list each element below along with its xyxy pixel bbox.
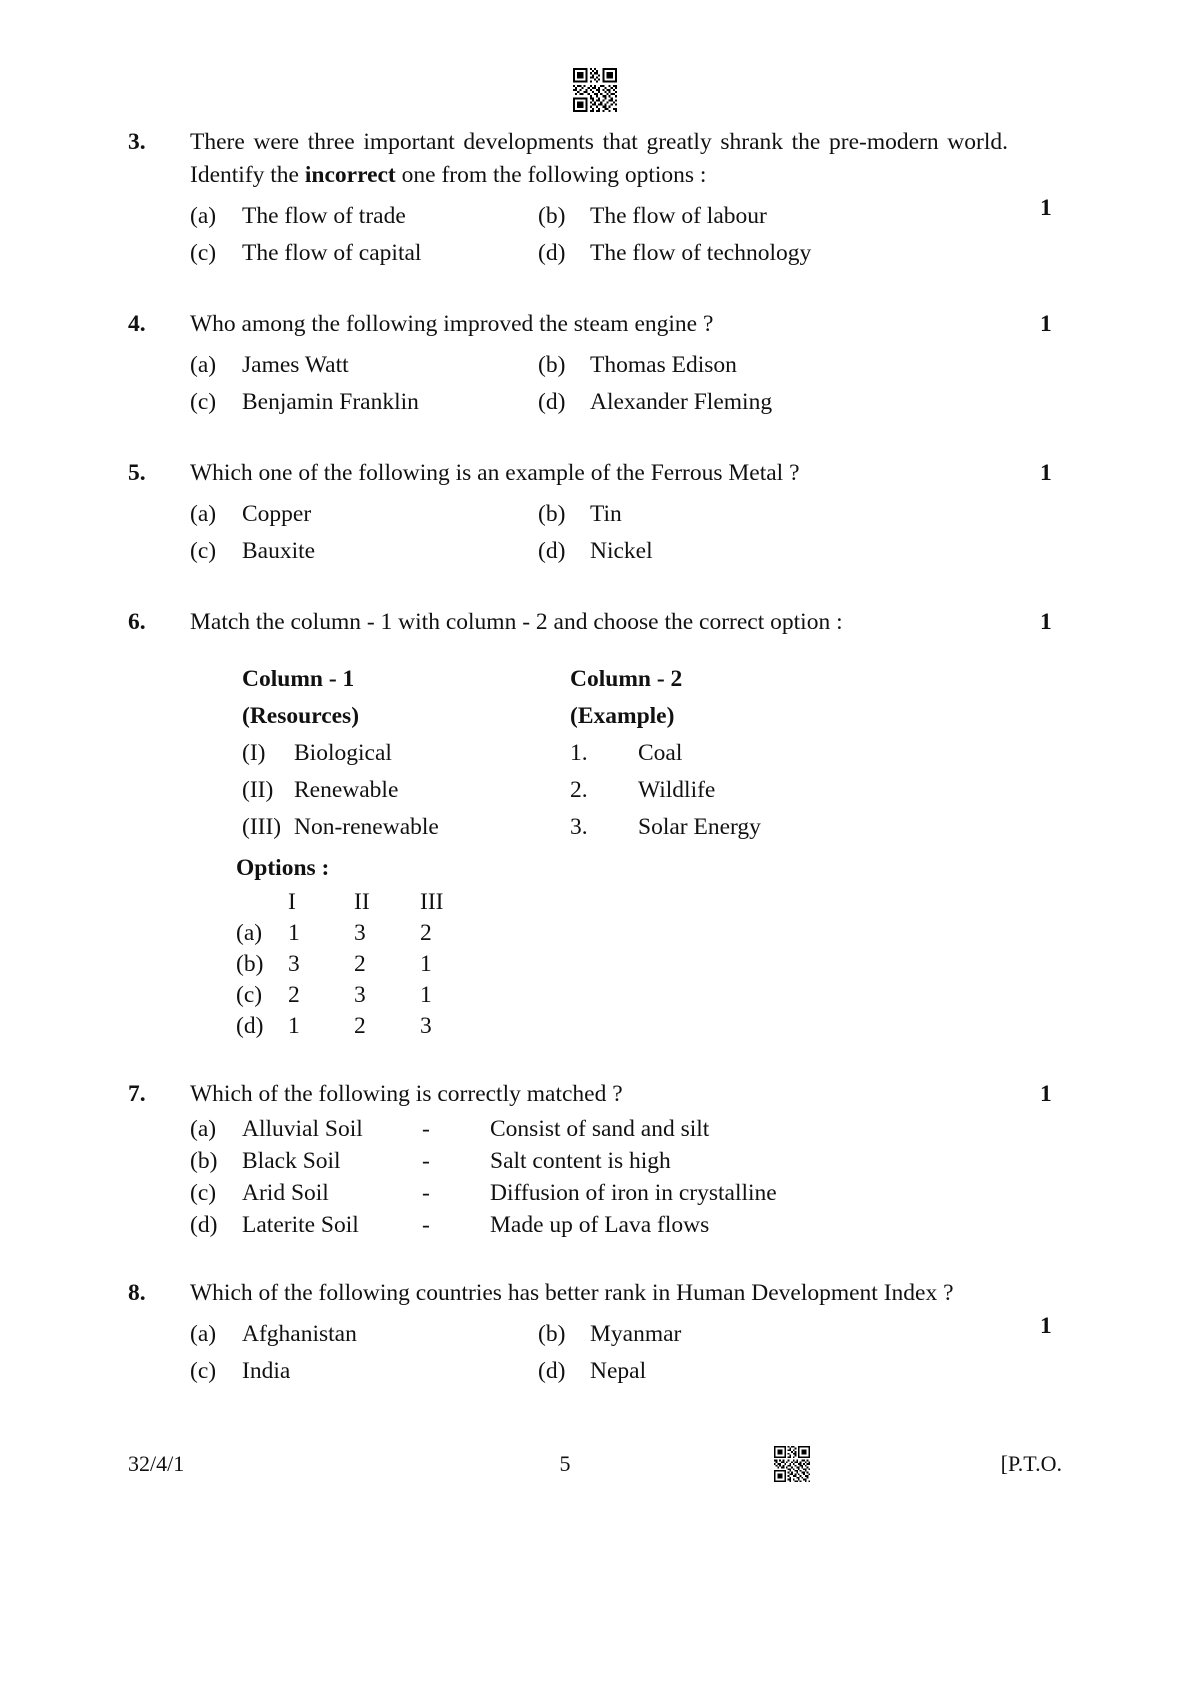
option-label: (b) bbox=[190, 1148, 218, 1174]
option-c[interactable] bbox=[190, 1353, 538, 1390]
option-label: (c) bbox=[190, 1180, 217, 1206]
column-2-subtitle: (Example) bbox=[570, 703, 675, 729]
page-footer bbox=[128, 1446, 1062, 1482]
option-value-i: 1 bbox=[288, 920, 300, 946]
option-b[interactable] bbox=[538, 347, 1008, 384]
match-resource: Renewable bbox=[294, 777, 399, 803]
option-label: (a) bbox=[190, 1116, 217, 1142]
questions-container bbox=[128, 126, 1052, 1396]
option-row bbox=[190, 533, 1008, 570]
spacer bbox=[128, 1048, 1008, 1078]
option-text: Nickel bbox=[590, 538, 653, 564]
match-number: 1. bbox=[570, 740, 588, 766]
option-d[interactable] bbox=[538, 1353, 1008, 1390]
option-c[interactable] bbox=[190, 1177, 1008, 1209]
option-b[interactable] bbox=[190, 1145, 1008, 1177]
option-label: (d) bbox=[538, 240, 566, 266]
option-text: The flow of capital bbox=[242, 240, 422, 266]
top-qr-container bbox=[0, 68, 1190, 112]
column-1-title: Column - 1 bbox=[242, 666, 355, 692]
question-7 bbox=[128, 1078, 1052, 1241]
option-label: (c) bbox=[190, 1358, 217, 1384]
option-text: Nepal bbox=[590, 1358, 647, 1384]
match-resource: Biological bbox=[294, 740, 392, 766]
footer-qr-container bbox=[702, 1446, 882, 1482]
option-b[interactable] bbox=[538, 198, 1008, 235]
options-label: Options : bbox=[236, 855, 330, 881]
option-text: Copper bbox=[242, 501, 312, 527]
option-value-i: 3 bbox=[288, 951, 300, 977]
match-example: Wildlife bbox=[638, 777, 716, 803]
option-c[interactable] bbox=[190, 384, 538, 421]
option-value-i: 2 bbox=[288, 982, 300, 1008]
options-grid-header bbox=[236, 887, 1008, 918]
question-text-after: one from the following options : bbox=[395, 162, 707, 188]
option-label: (b) bbox=[538, 203, 566, 229]
match-options-grid bbox=[236, 887, 1008, 1042]
grid-corner bbox=[236, 887, 288, 918]
option-label: (d) bbox=[190, 1212, 218, 1238]
option-value-iii: 1 bbox=[420, 951, 432, 977]
option-left-term: Arid Soil bbox=[242, 1180, 329, 1206]
marks-value: 1 bbox=[1040, 460, 1052, 486]
marks-value: 1 bbox=[1040, 1313, 1052, 1339]
option-right-term: Made up of Lava flows bbox=[490, 1212, 710, 1238]
question-text: Who among the following improved the steam engine ? bbox=[190, 311, 714, 337]
spacer bbox=[128, 1247, 1008, 1277]
match-roman: (III) bbox=[242, 814, 282, 840]
question-5 bbox=[128, 457, 1052, 570]
option-value-ii: 3 bbox=[354, 920, 366, 946]
option-label: (d) bbox=[236, 1013, 264, 1039]
marks-value: 1 bbox=[1040, 1081, 1052, 1107]
option-text: The flow of trade bbox=[242, 203, 406, 229]
match-roman: (I) bbox=[242, 740, 266, 766]
match-header-row bbox=[242, 661, 1008, 698]
option-label: (c) bbox=[190, 389, 217, 415]
option-c[interactable] bbox=[190, 235, 538, 272]
options-list bbox=[190, 198, 1008, 272]
option-value-ii: 2 bbox=[354, 1013, 366, 1039]
option-left-term: Black Soil bbox=[242, 1148, 341, 1174]
option-text: Bauxite bbox=[242, 538, 316, 564]
option-right-term: Salt content is high bbox=[490, 1148, 671, 1174]
question-number: 6. bbox=[128, 609, 146, 635]
marks-value: 1 bbox=[1040, 311, 1052, 337]
option-c[interactable] bbox=[190, 533, 538, 570]
question-text: Which one of the following is an example of the Ferrous Metal ? bbox=[190, 460, 800, 486]
option-dash: - bbox=[422, 1116, 430, 1142]
question-8 bbox=[128, 1277, 1052, 1390]
question-text: Match the column - 1 with column - 2 and choose the correct option : bbox=[190, 609, 843, 635]
option-text: Afghanistan bbox=[242, 1321, 357, 1347]
option-b[interactable] bbox=[538, 496, 1008, 533]
option-d[interactable] bbox=[190, 1209, 1008, 1241]
question-6 bbox=[128, 606, 1052, 1042]
grid-header-iii: III bbox=[420, 889, 444, 915]
question-4 bbox=[128, 308, 1052, 421]
option-label: (a) bbox=[236, 920, 263, 946]
option-b[interactable] bbox=[236, 949, 1008, 980]
options-list bbox=[190, 347, 1008, 421]
paper-code: 32/4/1 bbox=[128, 1451, 185, 1476]
question-text: Which of the following is correctly matched ? bbox=[190, 1081, 623, 1107]
option-label: (b) bbox=[538, 1321, 566, 1347]
option-left-term: Laterite Soil bbox=[242, 1212, 359, 1238]
option-text: Alexander Fleming bbox=[590, 389, 773, 415]
option-dash: - bbox=[422, 1148, 430, 1174]
option-row bbox=[190, 1353, 1008, 1390]
option-text: India bbox=[242, 1358, 291, 1384]
column-2-title: Column - 2 bbox=[570, 666, 683, 692]
options-list bbox=[190, 1316, 1008, 1390]
match-row bbox=[242, 772, 1008, 809]
option-a[interactable] bbox=[190, 1316, 538, 1353]
option-row bbox=[190, 347, 1008, 384]
match-number: 3. bbox=[570, 814, 588, 840]
option-row bbox=[190, 235, 1008, 272]
spacer bbox=[128, 576, 1008, 606]
option-label: (c) bbox=[190, 538, 217, 564]
match-example: Coal bbox=[638, 740, 683, 766]
question-text: Which of the following countries has better rank in Human Development Index ? bbox=[190, 1280, 954, 1306]
grid-header-i: I bbox=[288, 889, 296, 915]
question-number: 5. bbox=[128, 460, 146, 486]
option-text: Tin bbox=[590, 501, 622, 527]
page-number: 5 bbox=[559, 1451, 571, 1476]
option-label: (a) bbox=[190, 352, 217, 378]
option-label: (b) bbox=[236, 951, 264, 977]
question-number: 7. bbox=[128, 1081, 146, 1107]
option-text: Myanmar bbox=[590, 1321, 682, 1347]
option-d[interactable] bbox=[236, 1011, 1008, 1042]
option-row bbox=[190, 384, 1008, 421]
option-text: Benjamin Franklin bbox=[242, 389, 419, 415]
option-text: James Watt bbox=[242, 352, 349, 378]
column-1-subtitle: (Resources) bbox=[242, 703, 360, 729]
pto-label: [P.T.O. bbox=[1000, 1451, 1062, 1476]
question-text-before: There were three important developments that greatly shrank the pre-modern world. Identify the bbox=[190, 129, 1008, 188]
option-b[interactable] bbox=[538, 1316, 1008, 1353]
grid-header-ii: II bbox=[354, 889, 370, 915]
option-left-term: Alluvial Soil bbox=[242, 1116, 363, 1142]
option-d[interactable] bbox=[538, 384, 1008, 421]
option-row bbox=[190, 198, 1008, 235]
option-label: (a) bbox=[190, 501, 217, 527]
option-value-iii: 1 bbox=[420, 982, 432, 1008]
option-row bbox=[190, 1316, 1008, 1353]
marks-value: 1 bbox=[1040, 195, 1052, 221]
option-label: (a) bbox=[190, 203, 217, 229]
option-value-iii: 2 bbox=[420, 920, 432, 946]
match-roman: (II) bbox=[242, 777, 274, 803]
match-resource: Non-renewable bbox=[294, 814, 439, 840]
option-a[interactable] bbox=[236, 918, 1008, 949]
option-dash: - bbox=[422, 1180, 430, 1206]
option-a[interactable] bbox=[190, 198, 538, 235]
option-value-ii: 3 bbox=[354, 982, 366, 1008]
option-right-term: Consist of sand and silt bbox=[490, 1116, 710, 1142]
option-text: The flow of labour bbox=[590, 203, 767, 229]
option-value-i: 1 bbox=[288, 1013, 300, 1039]
option-text: Thomas Edison bbox=[590, 352, 737, 378]
options-list bbox=[190, 496, 1008, 570]
match-row bbox=[242, 735, 1008, 772]
option-right-term: Diffusion of iron in crystalline bbox=[490, 1180, 777, 1206]
option-value-iii: 3 bbox=[420, 1013, 432, 1039]
question-number: 4. bbox=[128, 311, 146, 337]
option-a[interactable] bbox=[190, 496, 538, 533]
match-subheader-row bbox=[242, 698, 1008, 735]
question-number: 8. bbox=[128, 1280, 146, 1306]
option-label: (d) bbox=[538, 1358, 566, 1384]
option-label: (a) bbox=[190, 1321, 217, 1347]
match-row bbox=[242, 809, 1008, 846]
qr-code bbox=[774, 1446, 810, 1482]
qr-code bbox=[573, 68, 617, 112]
option-dash: - bbox=[422, 1212, 430, 1238]
match-columns-table bbox=[236, 661, 1008, 1042]
option-text: The flow of technology bbox=[590, 240, 812, 266]
option-label: (b) bbox=[538, 352, 566, 378]
options-list bbox=[190, 1113, 1008, 1241]
question-text-emphasis: incorrect bbox=[304, 162, 396, 188]
question-3 bbox=[128, 126, 1052, 272]
match-number: 2. bbox=[570, 777, 588, 803]
spacer bbox=[128, 278, 1008, 308]
option-row bbox=[190, 496, 1008, 533]
option-label: (d) bbox=[538, 538, 566, 564]
match-example: Solar Energy bbox=[638, 814, 761, 840]
option-a[interactable] bbox=[190, 347, 538, 384]
option-d[interactable] bbox=[538, 235, 1008, 272]
spacer bbox=[128, 427, 1008, 457]
option-label: (c) bbox=[236, 982, 263, 1008]
option-value-ii: 2 bbox=[354, 951, 366, 977]
option-label: (c) bbox=[190, 240, 217, 266]
option-label: (b) bbox=[538, 501, 566, 527]
question-number: 3. bbox=[128, 129, 146, 155]
option-a[interactable] bbox=[190, 1113, 1008, 1145]
option-d[interactable] bbox=[538, 533, 1008, 570]
option-label: (d) bbox=[538, 389, 566, 415]
option-c[interactable] bbox=[236, 980, 1008, 1011]
marks-value: 1 bbox=[1040, 609, 1052, 635]
question-text bbox=[190, 126, 1008, 192]
